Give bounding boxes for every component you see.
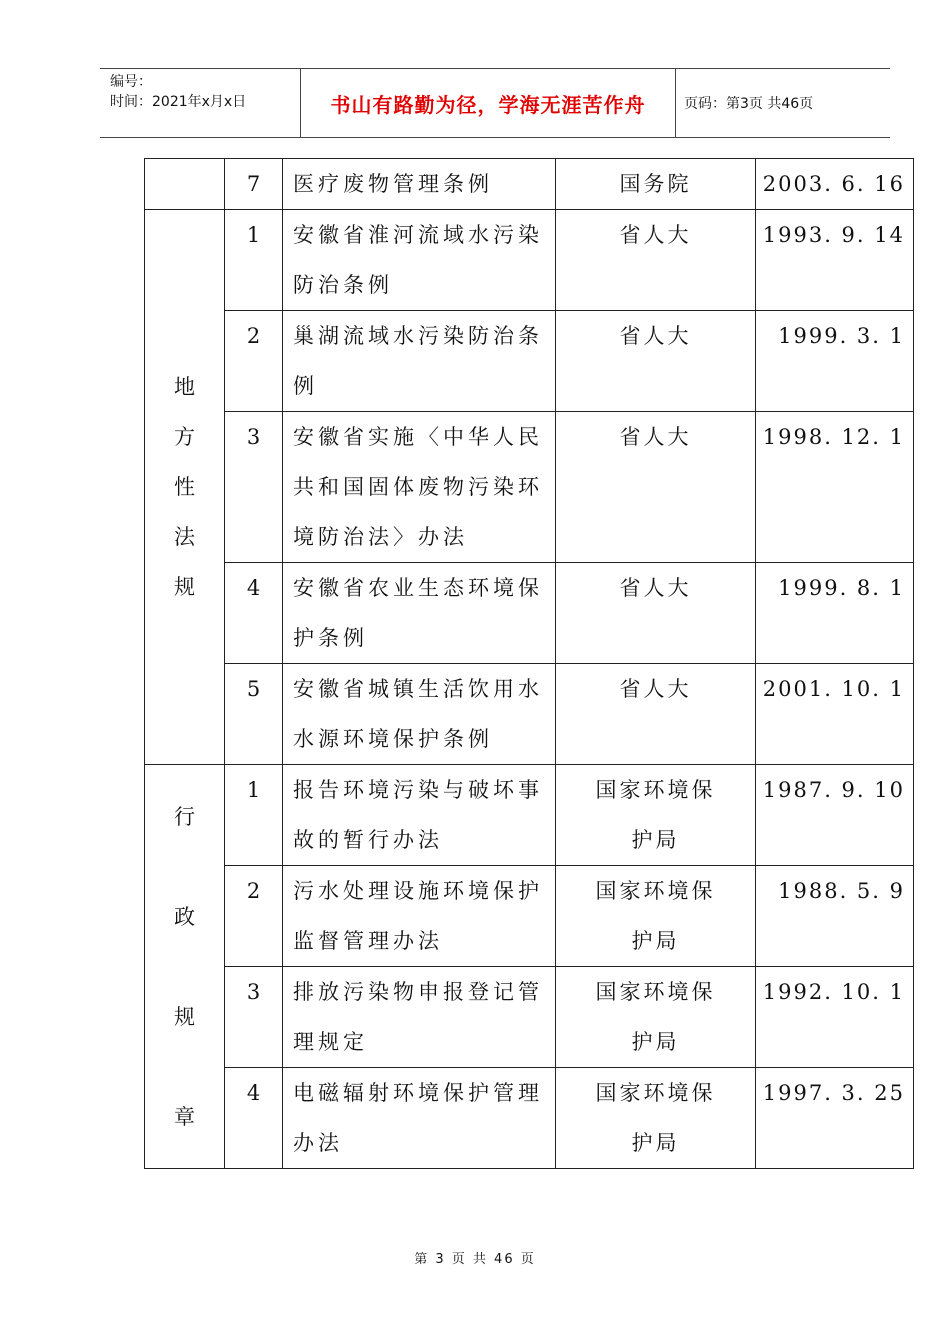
regulation-title: 报告环境污染与破坏事故的暂行办法 <box>283 765 556 866</box>
regulation-title: 医疗废物管理条例 <box>283 159 556 210</box>
table-row <box>145 664 914 765</box>
table-row <box>145 866 914 967</box>
header-page-info: 页码：第3页 共46页 <box>684 96 814 112</box>
row-number: 1 <box>225 765 283 866</box>
category-label: 地方性法规 <box>174 375 195 599</box>
issuing-body: 省人大 <box>556 210 756 311</box>
issuing-body: 省人大 <box>556 664 756 765</box>
table-row <box>145 1068 914 1169</box>
regulation-title: 安徽省城镇生活饮用水水源环境保护条例 <box>283 664 556 765</box>
row-number: 4 <box>225 563 283 664</box>
effective-date: 1997. 3. 25 <box>756 1068 914 1169</box>
category-cell <box>145 159 225 210</box>
regulation-title: 安徽省淮河流域水污染防治条例 <box>283 210 556 311</box>
issuing-body: 省人大 <box>556 311 756 412</box>
row-number: 1 <box>225 210 283 311</box>
issuing-body: 国家环境保护局 <box>556 1068 756 1169</box>
page-footer: 第 3 页 共 46 页 <box>414 1252 536 1267</box>
effective-date: 1999. 8. 1 <box>756 563 914 664</box>
regulation-title: 安徽省实施〈中华人民共和国固体废物污染环境防治法〉办法 <box>283 412 556 563</box>
issuing-body: 国家环境保护局 <box>556 765 756 866</box>
table-row <box>145 159 914 210</box>
document-date: 时间：2021年x月x日 <box>110 94 247 110</box>
regulations-table <box>144 158 914 1169</box>
row-number: 7 <box>225 159 283 210</box>
row-number: 5 <box>225 664 283 765</box>
issuing-body: 省人大 <box>556 563 756 664</box>
issuing-body: 国家环境保护局 <box>556 967 756 1068</box>
category-cell <box>145 765 225 1169</box>
row-number: 2 <box>225 311 283 412</box>
regulation-title: 安徽省农业生态环境保护条例 <box>283 563 556 664</box>
issuing-body: 国务院 <box>556 159 756 210</box>
document-number-label: 编号： <box>110 74 152 90</box>
table-row <box>145 765 914 866</box>
table-row <box>145 210 914 311</box>
effective-date: 1999. 3. 1 <box>756 311 914 412</box>
regulation-title: 排放污染物申报登记管理规定 <box>283 967 556 1068</box>
header-meta <box>100 69 301 137</box>
table-row <box>145 311 914 412</box>
row-number: 2 <box>225 866 283 967</box>
effective-date: 1998. 12. 1 <box>756 412 914 563</box>
row-number: 3 <box>225 412 283 563</box>
table-row <box>145 967 914 1068</box>
page-header <box>100 68 890 138</box>
table-row <box>145 412 914 563</box>
effective-date: 1993. 9. 14 <box>756 210 914 311</box>
row-number: 3 <box>225 967 283 1068</box>
category-cell <box>145 210 225 765</box>
effective-date: 1992. 10. 1 <box>756 967 914 1068</box>
regulation-title: 电磁辐射环境保护管理办法 <box>283 1068 556 1169</box>
effective-date: 1987. 9. 10 <box>756 765 914 866</box>
effective-date: 2001. 10. 1 <box>756 664 914 765</box>
header-motto: 书山有路勤为径，学海无涯苦作舟 <box>301 69 676 137</box>
effective-date: 1988. 5. 9 <box>756 866 914 967</box>
issuing-body: 国家环境保护局 <box>556 866 756 967</box>
category-label: 行政规章 <box>174 804 195 1129</box>
effective-date: 2003. 6. 16 <box>756 159 914 210</box>
regulation-title: 污水处理设施环境保护监督管理办法 <box>283 866 556 967</box>
table-row <box>145 563 914 664</box>
issuing-body: 省人大 <box>556 412 756 563</box>
row-number: 4 <box>225 1068 283 1169</box>
regulation-title: 巢湖流域水污染防治条例 <box>283 311 556 412</box>
